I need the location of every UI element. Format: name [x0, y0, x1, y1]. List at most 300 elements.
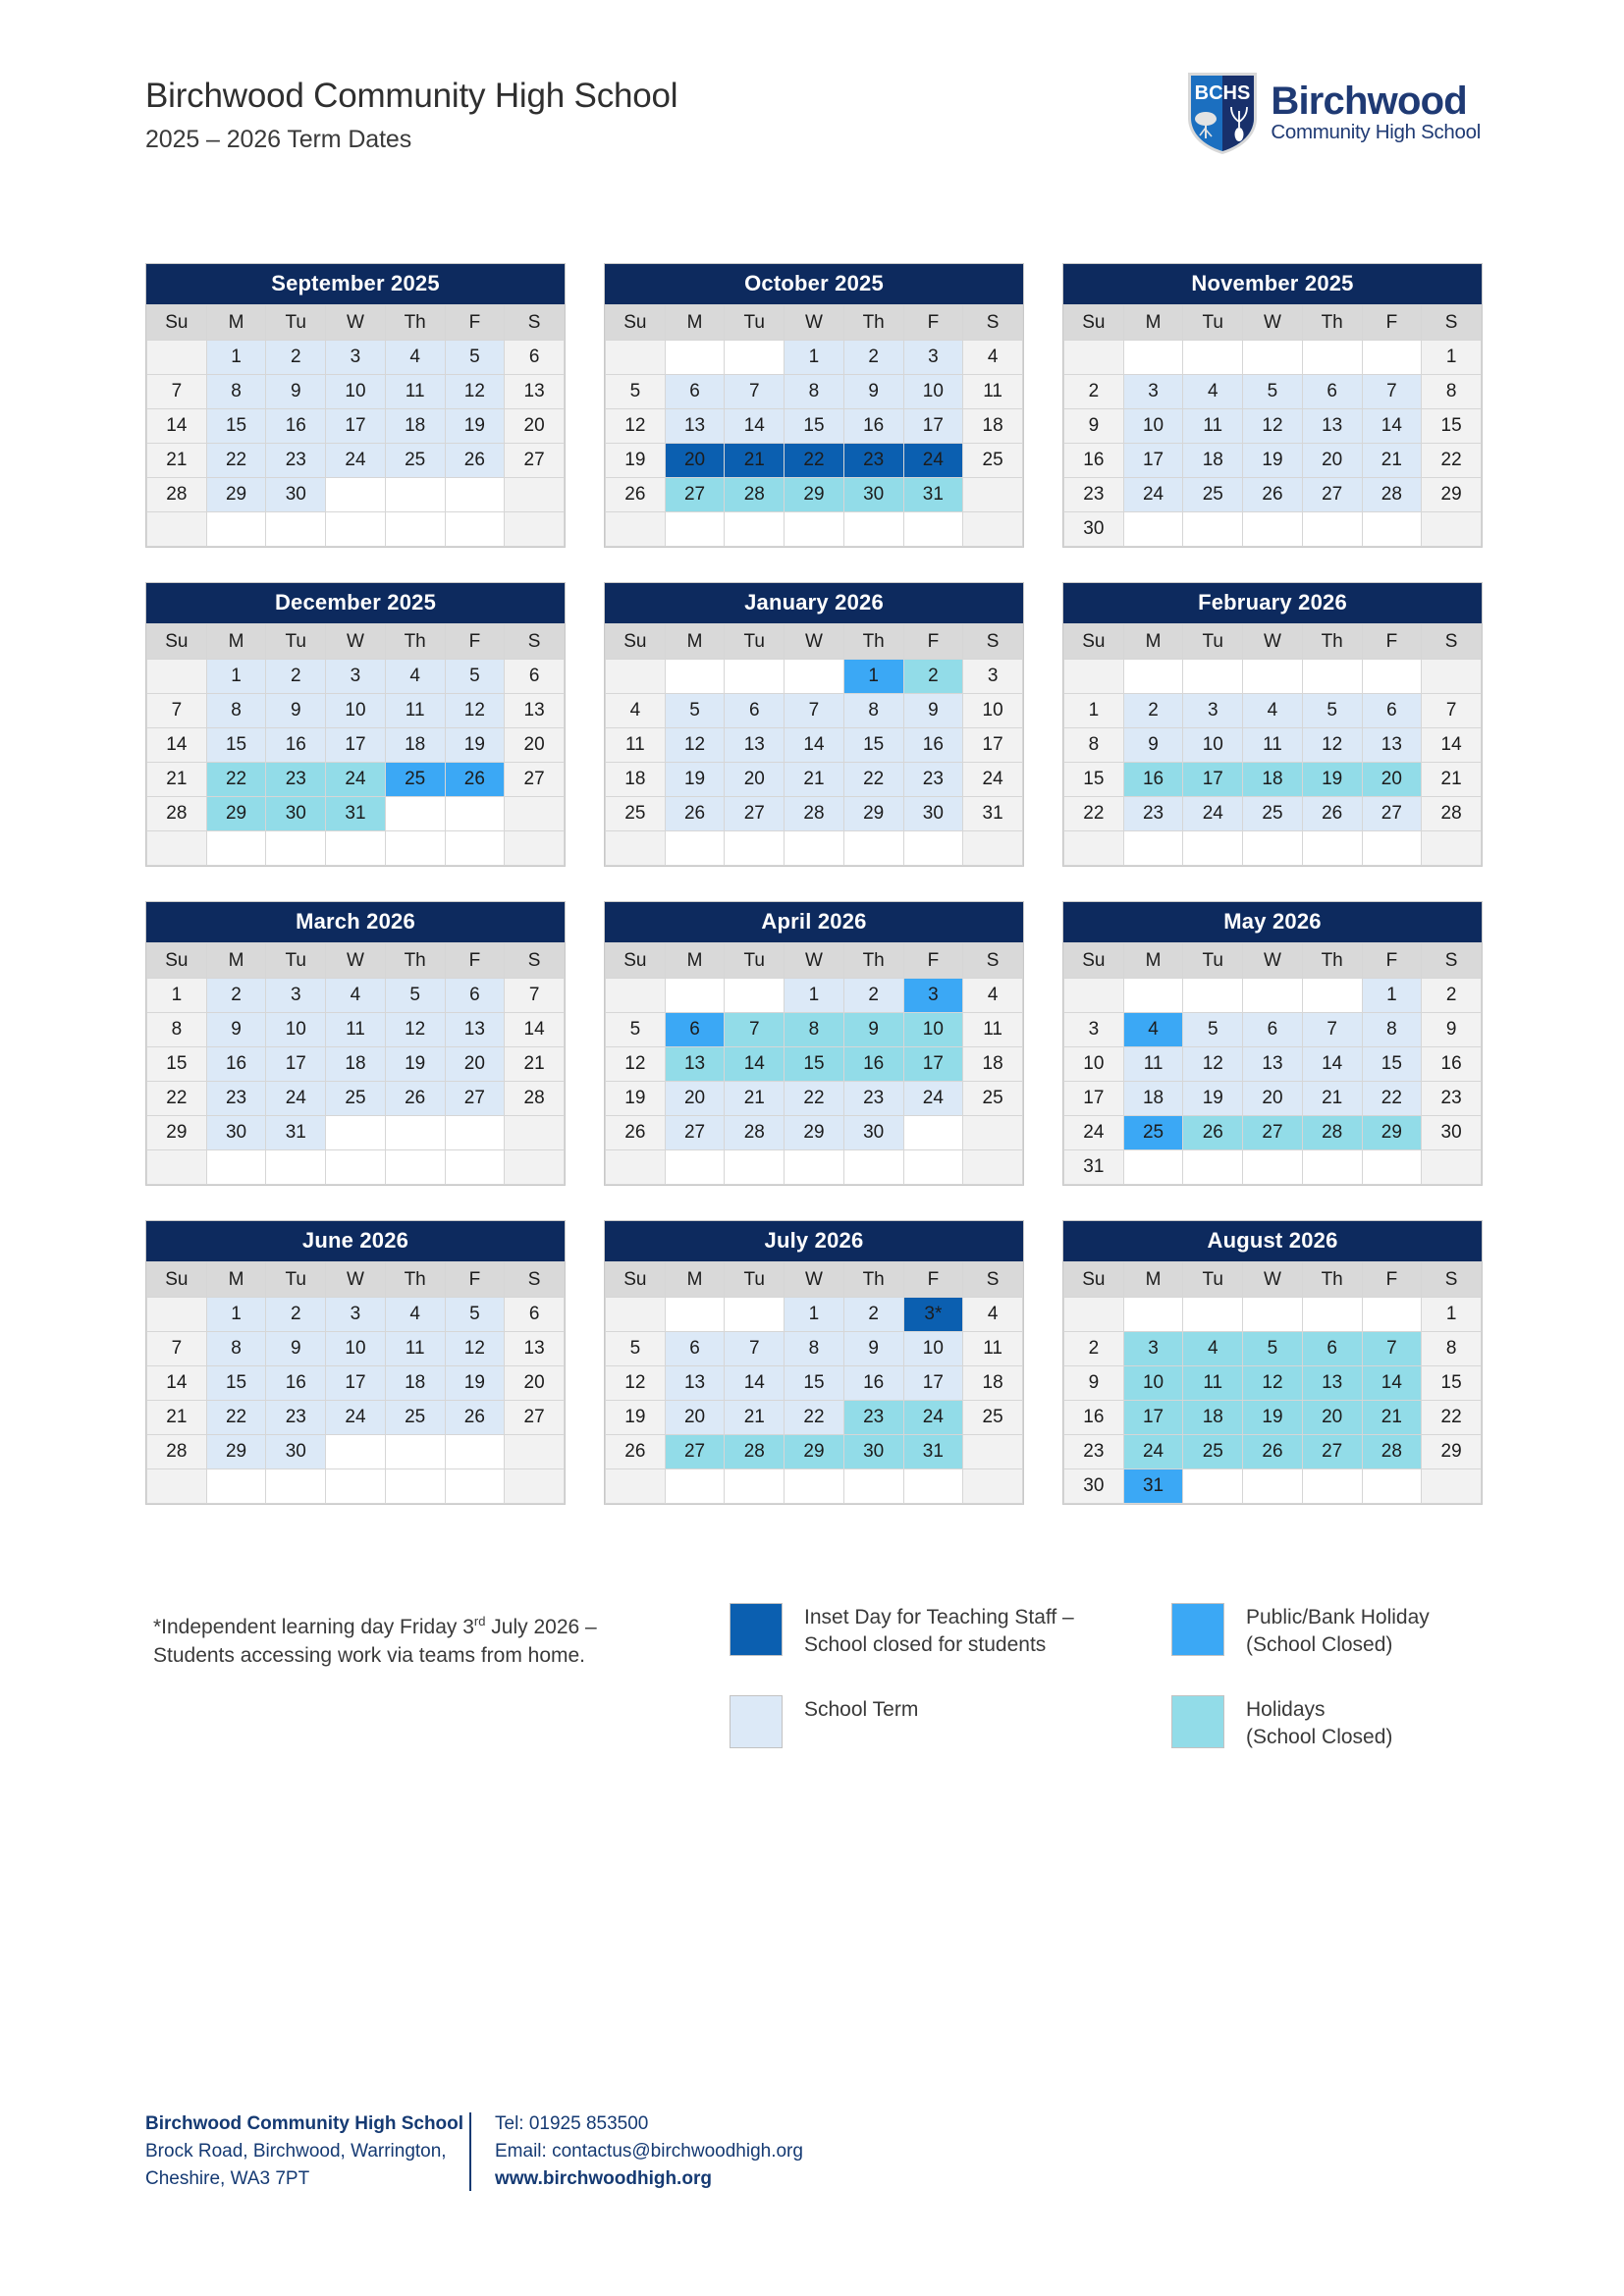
week-row — [1064, 763, 1482, 797]
weekday-header-row — [606, 943, 1023, 979]
week-row — [606, 512, 1023, 547]
note-ordinal-suffix: rd — [473, 1614, 486, 1629]
empty-cell — [665, 660, 725, 694]
empty-cell — [1362, 1298, 1422, 1332]
empty-cell — [326, 1469, 386, 1504]
empty-cell — [725, 341, 785, 375]
footer-school-name: Birchwood Community High School — [145, 2113, 464, 2134]
day-cell: 21 — [1362, 1401, 1422, 1435]
day-cell: 19 — [445, 1366, 505, 1401]
day-cell: 17 — [1123, 444, 1183, 478]
day-cell: 9 — [266, 694, 326, 728]
day-cell: 13 — [445, 1013, 505, 1047]
day-cell: 14 — [1362, 409, 1422, 444]
day-cell: 19 — [606, 1082, 666, 1116]
weekday-header-cell: M — [665, 305, 725, 341]
week-row — [147, 763, 565, 797]
weekday-header-cell: W — [326, 624, 386, 660]
empty-cell — [266, 831, 326, 866]
weekday-header-cell: Su — [147, 305, 207, 341]
month-table — [605, 942, 1023, 1185]
empty-cell — [785, 512, 844, 547]
empty-cell — [1362, 831, 1422, 866]
day-cell: 22 — [1064, 797, 1124, 831]
weekday-header-cell: W — [785, 624, 844, 660]
empty-cell — [505, 831, 565, 866]
day-cell: 2 — [843, 341, 903, 375]
weekday-header-row — [147, 943, 565, 979]
empty-cell — [1183, 831, 1243, 866]
weekday-header-cell: W — [1243, 943, 1303, 979]
empty-cell — [606, 341, 666, 375]
day-cell: 28 — [725, 1116, 785, 1150]
empty-cell — [665, 831, 725, 866]
day-cell: 3 — [1123, 375, 1183, 409]
day-cell: 8 — [1064, 728, 1124, 763]
weekday-header-cell: F — [445, 943, 505, 979]
day-cell: 27 — [445, 1082, 505, 1116]
week-row — [1064, 478, 1482, 512]
day-cell: 5 — [445, 1298, 505, 1332]
day-cell: 20 — [505, 409, 565, 444]
empty-cell — [1362, 660, 1422, 694]
day-cell: 19 — [445, 728, 505, 763]
day-cell: 6 — [725, 694, 785, 728]
empty-cell — [147, 1298, 207, 1332]
day-cell: 10 — [326, 694, 386, 728]
day-cell: 8 — [785, 1332, 844, 1366]
day-cell: 23 — [843, 1082, 903, 1116]
legend-swatch-holiday — [1171, 1695, 1224, 1748]
day-cell: 25 — [963, 1082, 1023, 1116]
empty-cell — [903, 831, 963, 866]
day-cell: 18 — [1183, 1401, 1243, 1435]
day-cell: 11 — [1183, 409, 1243, 444]
day-cell: 7 — [1362, 1332, 1422, 1366]
day-cell: 21 — [725, 1082, 785, 1116]
empty-cell — [1243, 660, 1303, 694]
empty-cell — [785, 1150, 844, 1185]
month-title: June 2026 — [146, 1221, 565, 1261]
week-row — [147, 512, 565, 547]
day-cell: 24 — [903, 1082, 963, 1116]
day-cell: 5 — [1302, 694, 1362, 728]
day-cell: 5 — [385, 979, 445, 1013]
empty-cell — [1302, 1469, 1362, 1504]
empty-cell — [903, 512, 963, 547]
day-cell: 19 — [1302, 763, 1362, 797]
day-cell: 27 — [665, 1435, 725, 1469]
empty-cell — [606, 1298, 666, 1332]
day-cell: 23 — [1422, 1082, 1482, 1116]
weekday-header-cell: S — [1422, 624, 1482, 660]
empty-cell — [843, 831, 903, 866]
weekday-header-cell: Th — [385, 1262, 445, 1298]
day-cell: 31 — [1064, 1150, 1124, 1185]
day-cell: 13 — [505, 375, 565, 409]
week-row — [147, 1116, 565, 1150]
day-cell: 23 — [1064, 478, 1124, 512]
day-cell: 22 — [843, 763, 903, 797]
weekday-header-cell: Su — [147, 624, 207, 660]
weekday-header-row — [606, 305, 1023, 341]
day-cell: 7 — [147, 694, 207, 728]
day-cell: 4 — [1183, 1332, 1243, 1366]
empty-cell — [326, 1435, 386, 1469]
weekday-header-cell: S — [505, 1262, 565, 1298]
empty-cell — [445, 797, 505, 831]
empty-cell — [1183, 1469, 1243, 1504]
empty-cell — [665, 1469, 725, 1504]
week-row — [606, 1435, 1023, 1469]
empty-cell — [326, 1116, 386, 1150]
day-cell: 9 — [843, 1332, 903, 1366]
week-row — [147, 831, 565, 866]
month-title: August 2026 — [1063, 1221, 1482, 1261]
week-row — [606, 1298, 1023, 1332]
day-cell: 23 — [843, 1401, 903, 1435]
day-cell: 5 — [606, 375, 666, 409]
day-cell: 21 — [725, 444, 785, 478]
month-calendar — [1062, 263, 1483, 548]
day-cell: 15 — [147, 1047, 207, 1082]
day-cell: 9 — [903, 694, 963, 728]
day-cell: 12 — [1302, 728, 1362, 763]
month-table — [1063, 623, 1482, 866]
day-cell: 5 — [1243, 1332, 1303, 1366]
day-cell: 10 — [266, 1013, 326, 1047]
day-cell: 23 — [266, 1401, 326, 1435]
day-cell: 5 — [606, 1013, 666, 1047]
day-cell: 5 — [445, 341, 505, 375]
weekday-header-cell: S — [505, 624, 565, 660]
day-cell: 13 — [665, 409, 725, 444]
day-cell: 31 — [903, 478, 963, 512]
day-cell: 13 — [1302, 409, 1362, 444]
day-cell: 21 — [1362, 444, 1422, 478]
empty-cell — [843, 1150, 903, 1185]
empty-cell — [1064, 979, 1124, 1013]
day-cell: 1 — [1064, 694, 1124, 728]
day-cell: 17 — [266, 1047, 326, 1082]
page-subtitle: 2025 – 2026 Term Dates — [145, 126, 412, 154]
day-cell: 30 — [1064, 1469, 1124, 1504]
empty-cell — [1123, 1150, 1183, 1185]
empty-cell — [206, 1469, 266, 1504]
weekday-header-cell: M — [206, 1262, 266, 1298]
empty-cell — [1123, 341, 1183, 375]
day-cell: 7 — [147, 1332, 207, 1366]
day-cell: 9 — [1123, 728, 1183, 763]
day-cell: 18 — [385, 728, 445, 763]
day-cell: 24 — [1123, 478, 1183, 512]
week-row — [1064, 797, 1482, 831]
week-row — [1064, 1082, 1482, 1116]
day-cell: 24 — [963, 763, 1023, 797]
day-cell: 8 — [206, 1332, 266, 1366]
empty-cell — [206, 831, 266, 866]
weekday-header-cell: Tu — [266, 624, 326, 660]
footer-contact-block — [495, 2110, 803, 2193]
day-cell: 8 — [1422, 375, 1482, 409]
day-cell: 10 — [1183, 728, 1243, 763]
week-row — [147, 341, 565, 375]
month-calendar — [145, 582, 566, 867]
day-cell: 2 — [1064, 375, 1124, 409]
day-cell: 24 — [326, 763, 386, 797]
day-cell: 22 — [1422, 444, 1482, 478]
month-table — [146, 942, 565, 1185]
day-cell: 22 — [785, 444, 844, 478]
logo-wordmark — [1271, 81, 1481, 143]
empty-cell — [665, 1298, 725, 1332]
day-cell: 15 — [206, 409, 266, 444]
week-row — [606, 728, 1023, 763]
legend-label: Public/Bank Holiday (School Closed) — [1246, 1606, 1430, 1657]
week-row — [147, 694, 565, 728]
weekday-header-row — [1064, 1262, 1482, 1298]
month-table — [605, 623, 1023, 866]
day-cell: 11 — [1123, 1047, 1183, 1082]
day-cell: 20 — [1302, 1401, 1362, 1435]
empty-cell — [385, 478, 445, 512]
week-row — [147, 1298, 565, 1332]
week-row — [1064, 1401, 1482, 1435]
week-row — [147, 1150, 565, 1185]
week-row — [606, 1047, 1023, 1082]
day-cell: 24 — [903, 444, 963, 478]
day-cell: 12 — [385, 1013, 445, 1047]
day-cell: 15 — [1064, 763, 1124, 797]
day-cell: 3 — [1064, 1013, 1124, 1047]
month-calendar — [1062, 582, 1483, 867]
day-cell: 6 — [1362, 694, 1422, 728]
weekday-header-cell: F — [445, 305, 505, 341]
weekday-header-cell: S — [963, 943, 1023, 979]
month-table — [1063, 942, 1482, 1185]
day-cell: 29 — [785, 1435, 844, 1469]
empty-cell — [445, 1150, 505, 1185]
day-cell: 13 — [665, 1366, 725, 1401]
week-row — [606, 763, 1023, 797]
weekday-header-cell: Th — [843, 1262, 903, 1298]
empty-cell — [725, 1469, 785, 1504]
day-cell: 6 — [1243, 1013, 1303, 1047]
shield-crest-icon — [1184, 67, 1261, 157]
weekday-header-cell: F — [903, 943, 963, 979]
empty-cell — [266, 1469, 326, 1504]
day-cell: 23 — [1123, 797, 1183, 831]
empty-cell — [505, 1116, 565, 1150]
empty-cell — [266, 1150, 326, 1185]
weekday-header-cell: M — [1123, 624, 1183, 660]
day-cell: 25 — [963, 444, 1023, 478]
empty-cell — [445, 1435, 505, 1469]
day-cell: 25 — [1183, 478, 1243, 512]
empty-cell — [1064, 341, 1124, 375]
day-cell: 30 — [1422, 1116, 1482, 1150]
empty-cell — [385, 1469, 445, 1504]
week-row — [606, 1469, 1023, 1504]
weekday-header-cell: M — [1123, 305, 1183, 341]
empty-cell — [1064, 660, 1124, 694]
day-cell: 28 — [785, 797, 844, 831]
day-cell: 12 — [1243, 1366, 1303, 1401]
empty-cell — [445, 1469, 505, 1504]
day-cell: 26 — [606, 478, 666, 512]
day-cell: 23 — [843, 444, 903, 478]
day-cell: 23 — [266, 763, 326, 797]
legend-item-term — [730, 1695, 918, 1748]
weekday-header-row — [147, 1262, 565, 1298]
day-cell: 16 — [1422, 1047, 1482, 1082]
legend-swatch-bank — [1171, 1603, 1224, 1656]
day-cell: 25 — [606, 797, 666, 831]
logo-name-secondary: Community High School — [1271, 120, 1481, 143]
week-row — [1064, 660, 1482, 694]
weekday-header-cell: W — [1243, 624, 1303, 660]
legend-label: School Term — [804, 1698, 919, 1721]
week-row — [1064, 728, 1482, 763]
day-cell: 9 — [1064, 1366, 1124, 1401]
weekday-header-cell: W — [785, 305, 844, 341]
week-row — [147, 1469, 565, 1504]
day-cell: 15 — [1422, 1366, 1482, 1401]
day-cell: 27 — [665, 1116, 725, 1150]
legend-swatch-term — [730, 1695, 783, 1748]
empty-cell — [725, 512, 785, 547]
day-cell: 19 — [445, 409, 505, 444]
week-row — [1064, 831, 1482, 866]
weekday-header-cell: F — [445, 1262, 505, 1298]
empty-cell — [385, 797, 445, 831]
day-cell: 5 — [665, 694, 725, 728]
month-table — [1063, 304, 1482, 547]
day-cell: 3 — [326, 341, 386, 375]
week-row — [606, 1082, 1023, 1116]
day-cell: 13 — [1243, 1047, 1303, 1082]
weekday-header-cell: Tu — [1183, 1262, 1243, 1298]
day-cell: 17 — [326, 1366, 386, 1401]
day-cell: 13 — [1362, 728, 1422, 763]
month-title: January 2026 — [605, 583, 1023, 623]
day-cell: 28 — [725, 478, 785, 512]
month-title: October 2025 — [605, 264, 1023, 304]
day-cell: 22 — [785, 1082, 844, 1116]
day-cell: 20 — [1243, 1082, 1303, 1116]
day-cell: 21 — [147, 444, 207, 478]
week-row — [147, 375, 565, 409]
month-calendar — [1062, 901, 1483, 1186]
day-cell: 17 — [903, 409, 963, 444]
day-cell: 30 — [903, 797, 963, 831]
day-cell: 19 — [1243, 1401, 1303, 1435]
day-cell: 18 — [326, 1047, 386, 1082]
weekday-header-cell: Th — [385, 943, 445, 979]
day-cell: 28 — [505, 1082, 565, 1116]
day-cell: 6 — [505, 660, 565, 694]
day-cell: 30 — [843, 478, 903, 512]
empty-cell — [963, 1469, 1023, 1504]
day-cell: 1 — [785, 979, 844, 1013]
day-cell: 22 — [206, 763, 266, 797]
day-cell: 20 — [1302, 444, 1362, 478]
weekday-header-row — [1064, 943, 1482, 979]
day-cell: 20 — [505, 728, 565, 763]
day-cell: 20 — [665, 1401, 725, 1435]
week-row — [1064, 1013, 1482, 1047]
week-row — [1064, 341, 1482, 375]
day-cell: 16 — [1123, 763, 1183, 797]
day-cell: 18 — [963, 409, 1023, 444]
month-calendar — [604, 901, 1024, 1186]
weekday-header-cell: W — [1243, 305, 1303, 341]
weekday-header-cell: Th — [385, 305, 445, 341]
day-cell: 7 — [725, 375, 785, 409]
month-calendar — [145, 1220, 566, 1505]
day-cell: 5 — [1243, 375, 1303, 409]
day-cell: 30 — [266, 1435, 326, 1469]
independent-learning-note — [153, 1613, 674, 1671]
empty-cell — [1302, 1150, 1362, 1185]
month-title: July 2026 — [605, 1221, 1023, 1261]
day-cell: 2 — [1064, 1332, 1124, 1366]
empty-cell — [1123, 660, 1183, 694]
weekday-header-cell: S — [963, 305, 1023, 341]
day-cell: 31 — [326, 797, 386, 831]
day-cell: 10 — [903, 375, 963, 409]
day-cell: 15 — [785, 1366, 844, 1401]
week-row — [606, 694, 1023, 728]
day-cell: 30 — [266, 797, 326, 831]
day-cell: 25 — [385, 1401, 445, 1435]
empty-cell — [1362, 512, 1422, 547]
weekday-header-cell: M — [1123, 943, 1183, 979]
day-cell: 14 — [147, 1366, 207, 1401]
weekday-header-cell: F — [903, 1262, 963, 1298]
weekday-header-cell: Su — [1064, 624, 1124, 660]
day-cell: 29 — [147, 1116, 207, 1150]
day-cell: 9 — [266, 1332, 326, 1366]
empty-cell — [1183, 1298, 1243, 1332]
note-line1-pre: *Independent learning day Friday 3 — [153, 1616, 474, 1638]
empty-cell — [1422, 660, 1482, 694]
footer-website[interactable]: www.birchwoodhigh.org — [495, 2168, 712, 2190]
week-row — [1064, 1435, 1482, 1469]
day-cell: 25 — [1123, 1116, 1183, 1150]
day-cell: 22 — [1362, 1082, 1422, 1116]
day-cell: 13 — [665, 1047, 725, 1082]
weekday-header-cell: F — [1362, 943, 1422, 979]
day-cell: 23 — [206, 1082, 266, 1116]
empty-cell — [505, 512, 565, 547]
empty-cell — [665, 979, 725, 1013]
day-cell: 1 — [785, 1298, 844, 1332]
day-cell: 17 — [326, 728, 386, 763]
weekday-header-row — [606, 624, 1023, 660]
month-calendar — [145, 263, 566, 548]
empty-cell — [1243, 512, 1303, 547]
day-cell: 19 — [606, 1401, 666, 1435]
day-cell: 19 — [385, 1047, 445, 1082]
day-cell: 4 — [326, 979, 386, 1013]
day-cell: 6 — [505, 341, 565, 375]
week-row — [1064, 444, 1482, 478]
empty-cell — [1243, 831, 1303, 866]
day-cell: 14 — [725, 1047, 785, 1082]
empty-cell — [963, 478, 1023, 512]
weekday-header-cell: Th — [1302, 305, 1362, 341]
